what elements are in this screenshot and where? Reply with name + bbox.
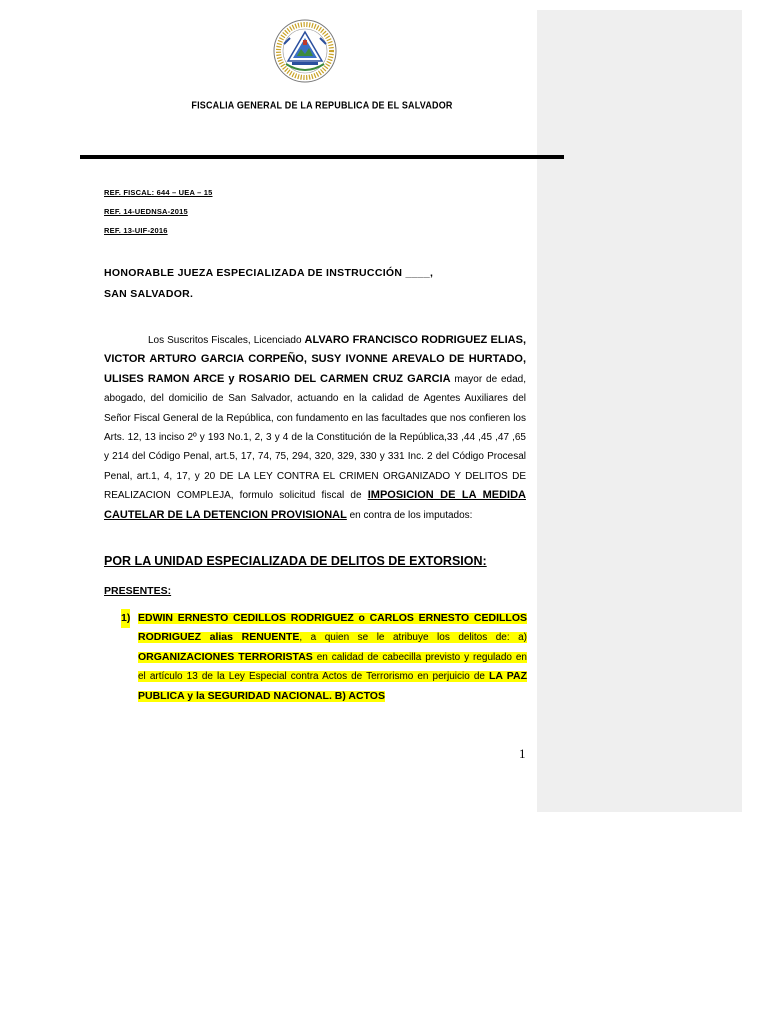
body-intro: Los Suscritos Fiscales, Licenciado <box>148 335 305 346</box>
prosecutor-names: ALVARO FRANCISCO RODRIGUEZ ELIAS, VICTOR ARTURO GARCIA CORPEÑO, SUSY IVONNE AREVALO DE HURTADO, ULISES RAMON ARCE y ROSARIO DEL CARMEN CRUZ GARCIA <box>104 334 526 385</box>
body-paragraph <box>104 331 526 525</box>
precautionary-measure: IMPOSICION DE LA MEDIDA CAUTELAR DE LA DETENCION PROVISIONAL <box>104 489 526 521</box>
item-text-2: en calidad de cabecilla previsto y regulado en el artículo 13 de la Ley Especial contra Actos de Terrorismo en perjuicio de <box>138 651 527 683</box>
coat-of-arms-seal <box>272 18 338 84</box>
defendant-name: EDWIN ERNESTO CEDILLOS RODRIGUEZ o CARLOS ERNESTO CEDILLOS RODRIGUEZ alias RENUENTE <box>138 612 527 644</box>
addressee-line-1: HONORABLE JUEZA ESPECIALIZADA DE INSTRUCCIÓN ____, <box>104 267 434 279</box>
body-tail: en contra de los imputados: <box>346 509 473 521</box>
presentes-heading: PRESENTES: <box>104 585 172 597</box>
comment-margin-panel <box>537 10 742 812</box>
institution-title: FISCALIA GENERAL DE LA REPUBLICA DE EL SALVADOR <box>191 99 453 111</box>
item-text <box>138 609 527 706</box>
section-title: POR LA UNIDAD ESPECIALIZADA DE DELITOS DE EXTORSION: <box>104 554 487 568</box>
victim-name: LA PAZ PUBLICA y la SEGURIDAD NACIONAL. B) ACTOS <box>138 670 527 702</box>
defendant-item-1 <box>121 609 527 706</box>
reference-line: REF. 14-UEDNSA-2015 <box>104 207 188 216</box>
crime-name: ORGANIZACIONES TERRORISTAS <box>138 650 313 663</box>
addressee-block <box>104 266 433 308</box>
reference-line: REF. FISCAL: 644 – UEA – 15 <box>104 188 213 197</box>
header-divider <box>80 155 564 159</box>
body-text: mayor de edad, abogado, del domicilio de San Salvador, actuando en la calidad de Agentes Auxiliares del Señor Fiscal General de la República, con fundamento en las facultades que nos confieren los Arts. 12, 13 inciso 2º y 193 No.1, 2, 3 y 4 de la Constitución de la República,33 ,44 ,45 ,47 ,65 y 214 del Código Penal, art.5, 17, 74, 75, 294, 320, 329, 330 y 331 Inc. 2 del Código Procesal Penal, art.1, 4, 17, y 20 DE LA LEY CONTRA EL CRIMEN ORGANIZADO Y DELITOS DE REALIZACION COMPLEJA, formulo solicitud fiscal de <box>104 373 527 502</box>
reference-line: REF. 13-UIF-2016 <box>104 226 168 235</box>
addressee-line-2: SAN SALVADOR. <box>104 288 194 300</box>
references-block <box>104 187 213 244</box>
item-number: 1) <box>121 609 130 628</box>
page-number: 1 <box>519 746 526 761</box>
item-text-1: , a quien se le atribuye los delitos de: a) <box>299 632 527 644</box>
